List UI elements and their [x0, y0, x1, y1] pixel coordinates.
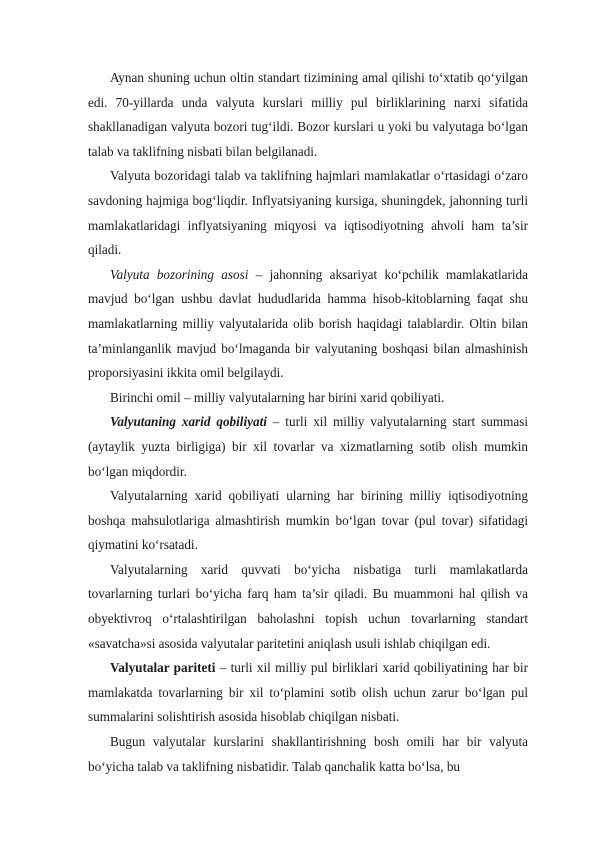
- paragraph-text: – turli xil milliy pul birliklari xarid qobiliyatining har bir mamlakatda tovarlarning bir xil to‘plamini sotib olish uchun zarur bo‘lgan pul summalarini solishtirish asosida hisoblab chiqilgan nisbati.: [88, 660, 528, 725]
- paragraph-text: Bugun valyutalar kurslarini shakllantirishning bosh omili har bir valyuta bo‘yicha talab va taklifning nisbatidir. Talab qanchalik katta bo‘lsa, bu: [88, 734, 528, 774]
- paragraph-text: Birinchi omil – milliy valyutalarning har birini xarid qobiliyati.: [110, 389, 445, 405]
- paragraph: [88, 484, 528, 558]
- paragraph: [88, 558, 528, 656]
- paragraph: [88, 386, 528, 411]
- paragraph: [88, 656, 528, 730]
- term-valyutalar-pariteti: Valyutalar pariteti: [110, 660, 216, 676]
- term-valyuta-bozorining-asosi: Valyuta bozorining asosi: [110, 266, 249, 282]
- paragraph-text: – turli xil milliy valyutalarning start summasi (aytaylik yuzta birligiga) bir xil tovarlar va xizmatlarning sotib olish mumkin bo‘lgan miqdordir.: [88, 414, 529, 479]
- body-text: [88, 66, 528, 779]
- paragraph-text: Valyutalarning xarid quvvati bo‘yicha nisbatiga turli mamlakatlarda tovarlarning turlari bo‘yicha farq ham ta’sir qiladi. Bu muammoni hal qilish va obyektivroq o‘rtalashtirilgan baholashni topish uchun tovarlarning standart «savatcha»si asosida valyutalar paritetini aniqlash usuli ishlab chiqilgan edi.: [88, 561, 528, 651]
- paragraph-text: Valyuta bozoridagi talab va taklifning hajmlari mamlakatlar o‘rtasidagi o‘zaro savdoning hajmiga bog‘liqdir. Inflyatsiyaning kursiga, shuningdek, jahonning turli mamlakatlaridagi inflyatsiyaning miqyosi va iqtisodiyotning ahvoli ham ta’sir qiladi.: [88, 168, 528, 258]
- paragraph: [88, 263, 528, 386]
- term-xarid-qobiliyati: Valyutaning xarid qobiliyati: [110, 414, 267, 430]
- paragraph: [88, 730, 528, 779]
- paragraph: [88, 410, 528, 484]
- paragraph: [88, 164, 528, 262]
- paragraph-text: Valyutalarning xarid qobiliyati ularning har birining milliy iqtisodiyotning boshqa mahsulotlariga almashtirish mumkin bo‘lgan tovar (pul tovar) sifatidagi qiymatini ko‘rsatadi.: [88, 488, 528, 553]
- paragraph-text: – jahonning aksariyat ko‘pchilik mamlakatlarida mavjud bo‘lgan ushbu davlat hududlarida hamma hisob-kitoblarning faqat shu mamlakatlarning milliy valyutalarida olib borish haqidagi talablardir. Oltin bilan ta’minlanganlik mavjud bo‘lmaganda bir valyutaning boshqasi bilan almashinish proporsiyasini ikkita omil belgilaydi.: [88, 266, 528, 381]
- paragraph-text: Aynan shuning uchun oltin standart tizimining amal qilishi to‘xtatib qo‘yilgan edi. 70-yillarda unda valyuta kurslari milliy pul birliklarining narxi sifatida shakllanadigan valyuta bozori tug‘ildi. Bozor kurslari u yoki bu valyutaga bo‘lgan talab va taklifning nisbati bilan belgilanadi.: [88, 70, 528, 159]
- paragraph: [88, 66, 528, 164]
